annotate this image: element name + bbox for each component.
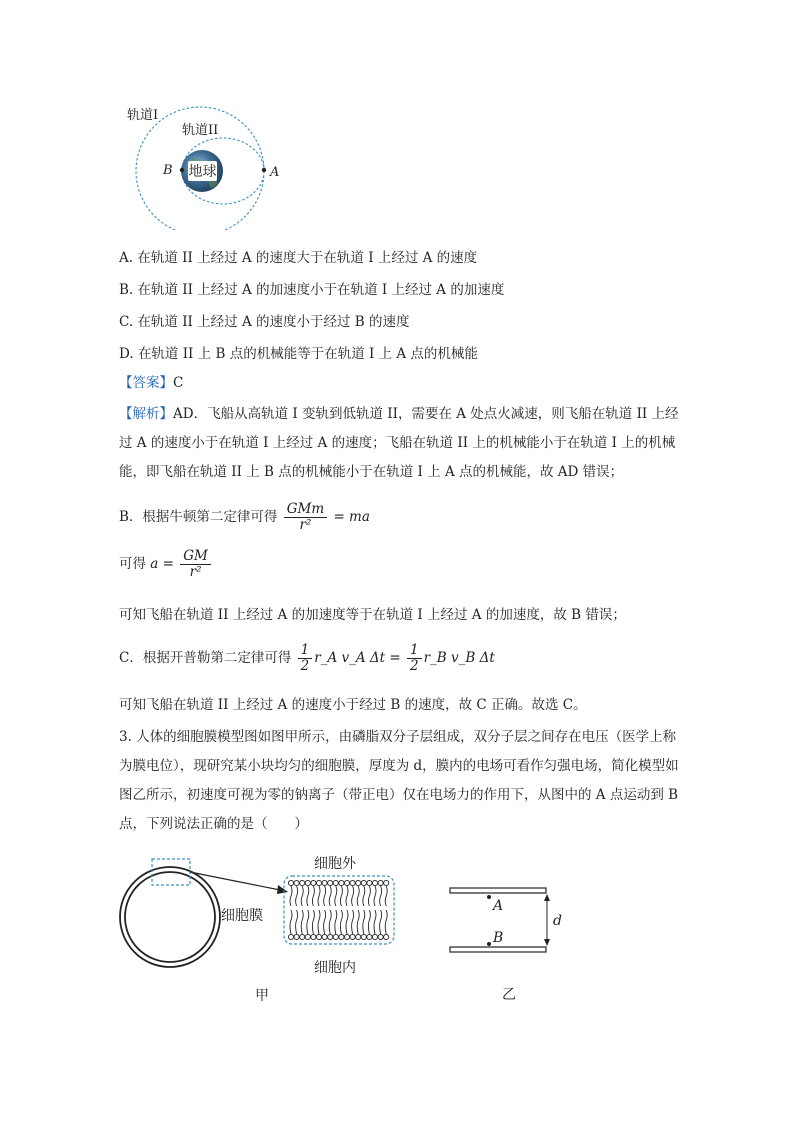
lipid-tail	[380, 910, 382, 934]
lipid-tail	[312, 886, 314, 906]
lipid-tail	[368, 910, 370, 934]
inside-label: 细胞内	[314, 960, 356, 976]
answer-value: C	[173, 375, 184, 391]
lipid-tail	[346, 886, 348, 906]
lipid-tail	[290, 910, 292, 934]
arrow-head	[277, 885, 288, 894]
lipid-head	[328, 934, 333, 939]
lipid-tail	[301, 910, 303, 934]
plate-label-a: A	[493, 898, 504, 914]
c-frac-left	[298, 643, 313, 674]
cell-outer-circle	[120, 867, 220, 967]
lipid-head	[328, 880, 333, 885]
lipid-head	[344, 880, 349, 885]
b-intro: B．根据牛顿第二定律可得	[119, 509, 278, 525]
outside-label: 细胞外	[314, 856, 356, 872]
option-d-text: 在轨道 II 上 B 点的机械能等于在轨道 I 上 A 点的机械能	[137, 346, 478, 362]
lipid-tail	[374, 886, 376, 906]
lipid-head	[350, 934, 355, 939]
lipid-tail	[357, 910, 359, 934]
c-formula-eq: =	[389, 650, 401, 666]
q3-stem-text: 3. 人体的细胞膜模型图如图甲所示，由磷脂双分子层组成，双分子层之间存在电压（医学上称为膜电位），现研究某小块均匀的细胞膜，厚度为 d，膜内的电场可看作匀强电场，简化模型如图乙所示，初速度可视为零的钠离子（带正电）仅在电场力的作用下，从图中的 A 点运动到 B 点，下列说法正确的是（ ）	[119, 729, 679, 832]
lipid-tail	[318, 886, 320, 906]
orbit2-label: 轨道II	[182, 123, 219, 138]
lipid-head	[361, 880, 366, 885]
lipid-head	[294, 880, 299, 885]
lipid-tail	[340, 886, 342, 906]
distance-label: d	[553, 913, 562, 929]
lipid-head	[367, 880, 372, 885]
plate-point-a	[487, 895, 491, 899]
answer-line	[119, 373, 183, 393]
lipid-tail	[312, 910, 314, 934]
lipid-tail	[363, 910, 365, 934]
lipid-head	[384, 880, 389, 885]
lipid-head	[300, 934, 305, 939]
b-formula-fraction	[284, 502, 327, 533]
c-frac-left-den: 2	[300, 658, 310, 674]
lipid-head	[322, 934, 327, 939]
phospholipid-bilayer	[288, 880, 388, 939]
option-b	[119, 280, 504, 300]
option-c-text: 在轨道 II 上经过 A 的速度小于经过 B 的速度	[137, 314, 410, 330]
lipid-head	[294, 934, 299, 939]
earth-label: 地球	[188, 164, 217, 180]
lipid-head	[333, 880, 338, 885]
b-formula-line	[119, 500, 370, 534]
lipid-head	[378, 880, 383, 885]
b-conclusion	[119, 605, 626, 625]
lipid-head	[333, 934, 338, 939]
lipid-head	[300, 880, 305, 885]
membrane-label: 细胞膜	[221, 908, 263, 924]
lipid-tail	[385, 910, 387, 934]
q3-stem	[119, 723, 679, 839]
membrane-zoom-box	[284, 876, 394, 944]
lipid-tail	[385, 886, 387, 906]
lipid-head	[305, 880, 310, 885]
c-conclusion	[119, 695, 587, 715]
lipid-head	[356, 934, 361, 939]
lipid-head	[339, 934, 344, 939]
option-d	[119, 344, 478, 364]
c-intro: C．根据开普勒第二定律可得	[119, 650, 292, 666]
lipid-tail	[307, 886, 309, 906]
lipid-tail	[318, 910, 320, 934]
b-formula-num: GMm	[284, 502, 327, 518]
plate-label-b: B	[493, 930, 504, 946]
lipid-head	[367, 934, 372, 939]
analysis-ad-text: AD．飞船从高轨道 I 变轨到低轨道 II，需要在 A 处点火减速，则飞船在轨道 II 上经过 A 的速度小于在轨道 I 上经过 A 的速度；飞船在轨道 II 上的机械能小于在轨道 I 上的机械能，即飞船在轨道 II 上 B 点的机械能小于在轨道 I 上 A 点的机械能，故 AD 错误；	[119, 406, 679, 480]
lipid-tail	[346, 910, 348, 934]
point-a-label: A	[270, 165, 280, 180]
point-b-label: B	[163, 163, 173, 178]
lipid-tail	[380, 886, 382, 906]
lipid-tail	[324, 910, 326, 934]
orbit1-label: 轨道I	[127, 108, 159, 123]
option-c-letter: C.	[119, 314, 134, 330]
orbit-figure	[118, 100, 298, 230]
lipid-tail	[352, 910, 354, 934]
option-a-text: 在轨道 II 上经过 A 的速度大于在轨道 I 上经过 A 的速度	[137, 250, 478, 266]
lipid-tail	[307, 910, 309, 934]
lipid-head	[316, 880, 321, 885]
answer-tag: 【答案】	[119, 375, 173, 391]
membrane-figure	[118, 852, 408, 1012]
lipid-head	[350, 880, 355, 885]
lipid-head	[288, 880, 293, 885]
lipid-head	[384, 934, 389, 939]
lipid-tail	[324, 886, 326, 906]
lipid-tail	[368, 886, 370, 906]
c-conclusion-text: 可知飞船在轨道 II 上经过 A 的速度小于经过 B 的速度，故 C 正确。故选 C。	[119, 697, 587, 713]
lipid-head	[311, 880, 316, 885]
lipid-head	[372, 880, 377, 885]
lipid-head	[356, 880, 361, 885]
lipid-tail	[296, 910, 298, 934]
caption-yi: 乙	[502, 987, 516, 1003]
option-a	[119, 248, 477, 268]
caption-jia: 甲	[255, 988, 269, 1004]
lipid-tail	[329, 910, 331, 934]
lipid-head	[311, 934, 316, 939]
top-plate	[450, 888, 546, 893]
c-frac-left-num: 1	[298, 643, 313, 659]
lipid-tail	[335, 910, 337, 934]
lipid-tail	[335, 886, 337, 906]
option-b-letter: B.	[119, 282, 134, 298]
b-formula-rhs: = ma	[333, 509, 370, 525]
point-b-dot	[180, 168, 184, 172]
c-frac-right	[407, 643, 422, 674]
lipid-head	[322, 880, 327, 885]
lipid-tail	[352, 886, 354, 906]
lipid-tail	[357, 886, 359, 906]
c-formula-right: r_B v_B Δt	[423, 650, 495, 666]
lipid-head	[378, 934, 383, 939]
lipid-tail	[329, 886, 331, 906]
bottom-plate	[450, 947, 546, 952]
c-frac-right-den: 2	[409, 658, 419, 674]
lipid-tail	[363, 886, 365, 906]
c-formula-left: r_A v_A Δt	[314, 650, 386, 666]
b-result-lhs: a =	[150, 556, 174, 572]
lipid-head	[305, 934, 310, 939]
analysis-ad	[119, 400, 679, 487]
option-a-letter: A.	[119, 250, 134, 266]
b-result-intro: 可得	[119, 556, 146, 572]
b-result-line	[119, 547, 213, 581]
b-result-num: GM	[180, 549, 211, 565]
b-conclusion-text: 可知飞船在轨道 II 上经过 A 的加速度等于在轨道 I 上经过 A 的加速度，故 B 错误；	[119, 607, 626, 623]
c-frac-right-num: 1	[407, 643, 422, 659]
lipid-tail	[374, 910, 376, 934]
lipid-tail	[340, 910, 342, 934]
lipid-head	[372, 934, 377, 939]
lipid-head	[288, 934, 293, 939]
lipid-tail	[290, 886, 292, 906]
option-d-letter: D.	[119, 346, 134, 362]
lipid-tail	[301, 886, 303, 906]
lipid-tail	[296, 886, 298, 906]
lipid-head	[344, 934, 349, 939]
analysis-tag: 【解析】	[119, 406, 173, 422]
lipid-head	[316, 934, 321, 939]
option-c	[119, 312, 410, 332]
lipid-head	[361, 934, 366, 939]
lipid-head	[339, 880, 344, 885]
b-result-fraction	[180, 549, 211, 580]
point-a-dot	[262, 168, 266, 172]
c-formula-line	[119, 640, 495, 676]
b-result-den: r²	[189, 564, 202, 580]
b-formula-den: r²	[299, 517, 312, 533]
plate-point-b	[487, 942, 491, 946]
cell-inner-circle	[125, 872, 215, 962]
plate-figure	[440, 880, 580, 1005]
option-b-text: 在轨道 II 上经过 A 的加速度小于在轨道 I 上经过 A 的加速度	[137, 282, 505, 298]
